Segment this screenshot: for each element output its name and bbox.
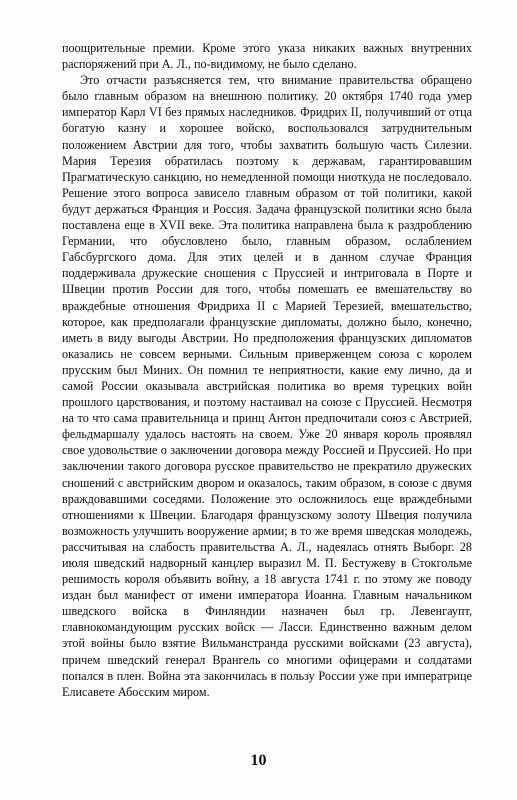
- body-text: [62, 40, 472, 700]
- page-number: 10: [250, 752, 267, 769]
- paragraph-2: Это отчасти разъясняется тем, что внимание правительства обращено было главным образом на внешнюю политику. 20 октября 1740 года умер император Карл VI без прямых наследников. Фридрих II, получивший от отца богатую казну и хорошее войско, воспользовался затруднительным положением Австрии для того, чтобы захватить большую часть Силезии. Мария Терезия обратилась поэтому к державам, гарантировавшим Прагматическую санкцию, но немедленной помощи ниоткуда не последовало. Решение этого вопроса зависело главным образом от той политики, какой будут держаться Франция и Россия. Задача французской политики ясно была поставлена еще в XVII веке. Эта политика направлена была к раздроблению Германии, что обусловлено было, главным образом, ослаблением Габсбургского дома. Для этих целей и в данном случае Франция поддерживала дружеские сношения с Пруссией и интриговала в Порте и Швеции против России для того, чтобы помешать ее вмешательству во враждебные отношения Фридриха II с Марией Терезией, вмешательство, которое, как предполагали французские дипломаты, должно было, конечно, иметь в виду выгоды Австрии. Но предположения французских дипломатов оказались не совсем верными. Сильным приверженцем союза с королем прусским был Миних. Он помнил те неприятности, какие ему лично, да и самой России оказывала австрийская политика во время турецких войн прошлого царствования, и поэтому настаивал на союзе с Пруссией. Несмотря на то что сама правительница и принц Антон предпочитали союз с Австрией, фельдмаршалу удалось настоять на своем. Уже 20 января король проявлял свое удовольствие о заключении договора между Россией и Пруссией. Но при заключении такого договора русское правительство не прекратило дружеских сношений с австрийским двором и оказалось, таким образом, в союзе с двумя враждовавшими соседями. Положение это осложнилось еще враждебными отношениями к Швеции. Благодаря французскому золоту Швеция получила возможность улучшить вооружение армии; в то же время шведская молодежь, рассчитывая на слабость правительства А. Л., надеялась отнять Выборг. 28 июля шведский надворный канцлер выразил М. П. Бестужеву в Стокгольме решимость короля объявить войну, а 18 августа 1741 г. по этому же поводу издан был манифест от имени императора Иоанна. Главным начальником шведского войска в Финляндии назначен был гр. Левенгаупт, главнокомандующим русских войск — Ласси. Единственно важным делом этой войны было взятие Вильманстранда русскими войсками (23 августа), причем шведский генерал Врангель со многими офицерами и солдатами попался в плен. Война эта закончилась в пользу России уже при императрице Елисавете Абосским миром.: [62, 73, 472, 699]
- paragraph-1: поощрительные премии. Кроме этого указа никаких важных внутренних распоряжений при А. Л., по-видимому, не было сделано.: [62, 41, 472, 72]
